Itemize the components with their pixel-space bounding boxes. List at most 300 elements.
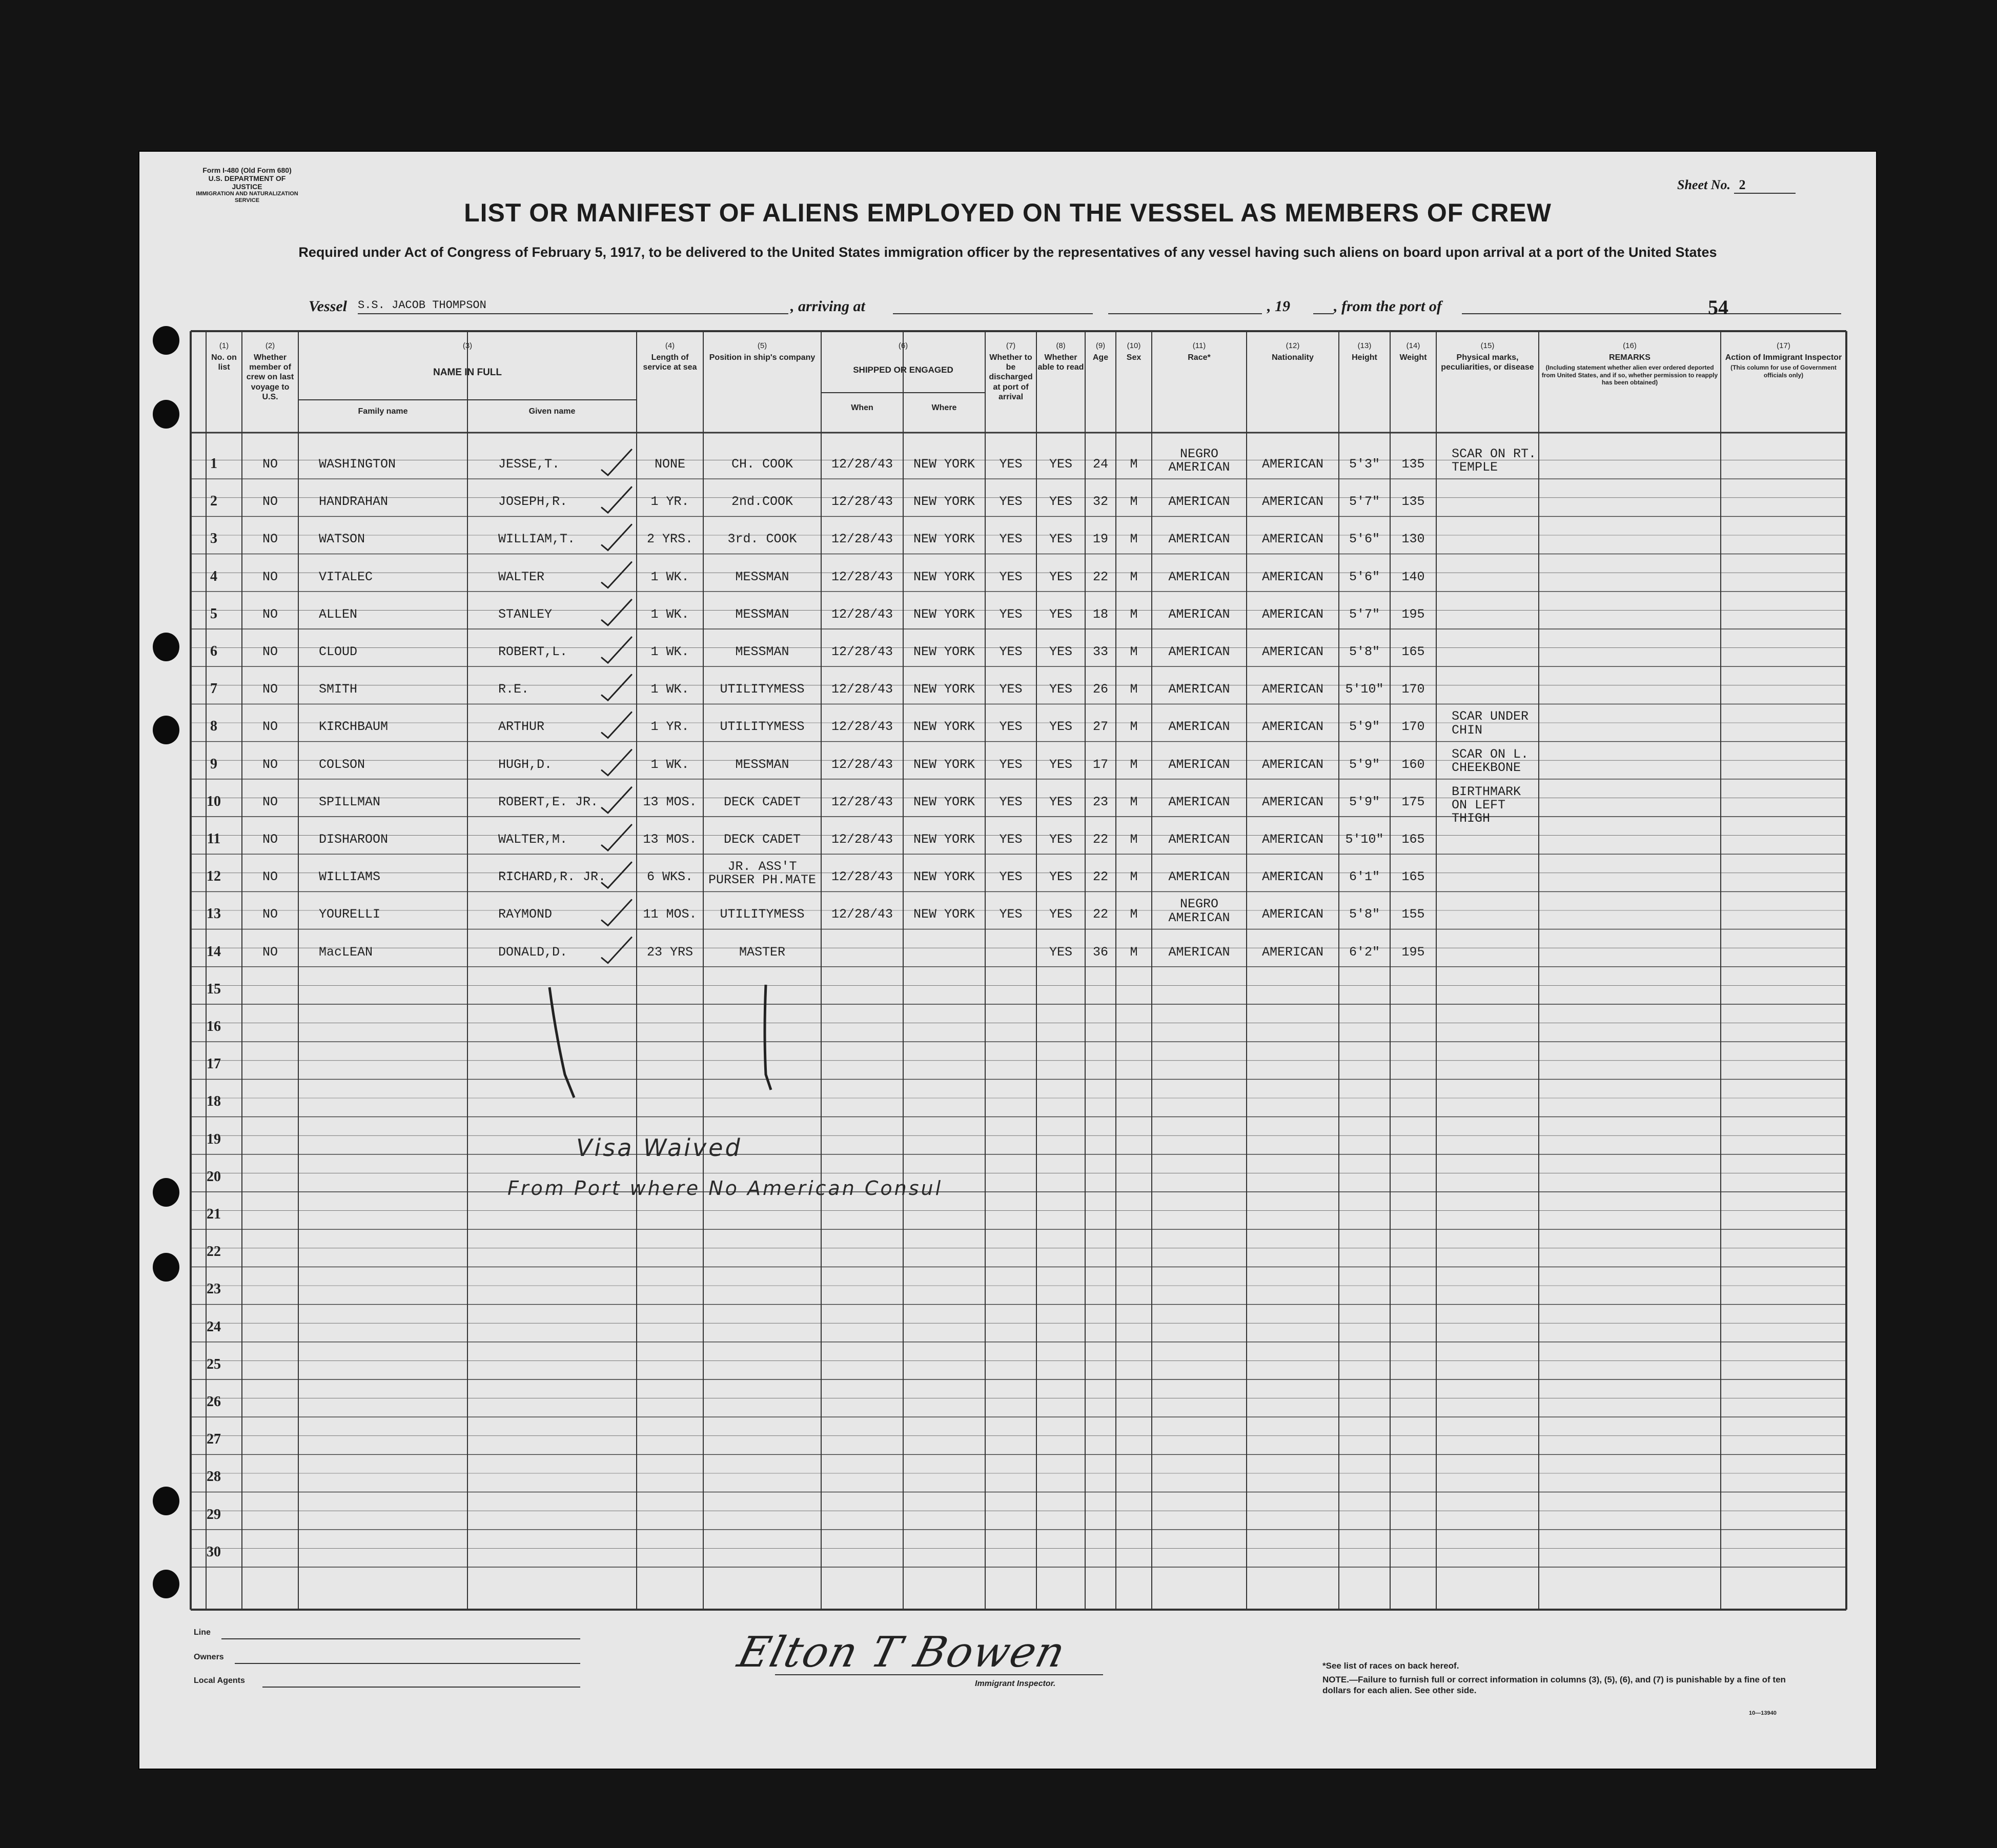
position-cell: 2nd.COOK — [731, 494, 793, 510]
shipped-when-cell: 12/28/43 — [831, 794, 893, 809]
height-cell: 5'9" — [1349, 757, 1380, 772]
height-cell: 5'9" — [1349, 794, 1380, 809]
age-cell: 17 — [1092, 757, 1108, 772]
able-to-read-cell: YES — [1049, 644, 1072, 659]
row-number: 25 — [207, 1356, 221, 1372]
nationality-cell: AMERICAN — [1261, 907, 1324, 922]
given-name-cell: HUGH,D. — [498, 757, 553, 772]
race-cell: AMERICAN — [1168, 869, 1230, 885]
discharge-cell: YES — [999, 457, 1023, 472]
service-length-cell: 1 WK. — [650, 569, 689, 584]
row-number: 5 — [210, 605, 217, 622]
race-cell: AMERICAN — [1168, 569, 1230, 584]
weight-cell: 165 — [1401, 644, 1425, 659]
nationality-cell: AMERICAN — [1261, 869, 1324, 885]
sheet-number-value: 2 — [1734, 177, 1796, 194]
height-cell: 5'9" — [1349, 719, 1380, 735]
col-header-3-label: NAME IN FULL — [433, 367, 502, 378]
position-cell: MESSMAN — [735, 606, 789, 622]
nationality-cell: AMERICAN — [1261, 757, 1324, 772]
footer-owners-label: Owners — [194, 1653, 224, 1661]
given-name-cell: ROBERT,E. JR. — [498, 794, 599, 809]
col-header-11: (11) Race* — [1188, 341, 1211, 362]
age-cell: 23 — [1092, 794, 1108, 809]
height-cell: 5'8" — [1349, 644, 1380, 659]
position-cell: MESSMAN — [735, 569, 789, 584]
weight-cell: 155 — [1401, 907, 1425, 922]
nationality-cell: AMERICAN — [1261, 832, 1324, 847]
col-header-15: (15) Physical marks, peculiarities, or disease — [1441, 341, 1534, 372]
weight-cell: 160 — [1401, 757, 1425, 772]
row-number: 30 — [207, 1544, 221, 1560]
physical-marks-cell: SCAR ON L. CHEEKBONE — [1452, 746, 1529, 775]
shipped-where-cell: NEW YORK — [913, 644, 975, 659]
row-number: 13 — [207, 906, 221, 922]
col-header-9: (9) Age — [1092, 341, 1109, 362]
shipped-when-cell: 12/28/43 — [831, 682, 893, 697]
service-length-cell: 1 WK. — [650, 682, 689, 697]
given-name-cell: DONALD,D. — [498, 944, 568, 960]
position-cell: MESSMAN — [735, 644, 789, 659]
footer-agents-label: Local Agents — [194, 1676, 245, 1685]
weight-cell: 135 — [1401, 457, 1425, 472]
family-name-cell: WATSON — [319, 532, 365, 547]
shipped-where-cell: NEW YORK — [913, 757, 975, 772]
sheet-label: Sheet No. — [1677, 177, 1730, 192]
sex-cell: M — [1130, 832, 1138, 847]
row-number: 28 — [207, 1469, 221, 1485]
discharge-cell: YES — [999, 907, 1023, 922]
given-name-cell: ARTHUR — [498, 719, 545, 735]
signature-line — [775, 1674, 1103, 1675]
last-voyage-cell: NO — [262, 757, 278, 772]
able-to-read-cell: YES — [1049, 457, 1072, 472]
row-number: 18 — [207, 1093, 221, 1110]
agents-field — [262, 1687, 580, 1688]
service-length-cell: 1 WK. — [650, 757, 689, 772]
family-name-cell: YOURELLI — [319, 907, 381, 922]
sex-cell: M — [1130, 719, 1138, 735]
able-to-read-cell: YES — [1049, 532, 1072, 547]
height-cell: 6'2" — [1349, 944, 1380, 960]
row-number: 22 — [207, 1244, 221, 1260]
height-cell: 5'6" — [1349, 532, 1380, 547]
col-header-17: (17) Action of Immigrant Inspector (This column for use of Government officials only) — [1725, 341, 1842, 379]
year-label: , 19 — [1267, 298, 1290, 315]
given-name-cell: JESSE,T. — [498, 457, 560, 472]
nationality-cell: AMERICAN — [1261, 794, 1324, 809]
able-to-read-cell: YES — [1049, 869, 1072, 885]
vessel-label: Vessel — [309, 298, 347, 315]
shipped-when-cell: 12/28/43 — [831, 757, 893, 772]
department-text: U.S. DEPARTMENT OF JUSTICE — [208, 174, 286, 191]
height-cell: 5'10" — [1345, 832, 1384, 847]
sex-cell: M — [1130, 869, 1138, 885]
position-cell: UTILITYMESS — [720, 907, 805, 922]
able-to-read-cell: YES — [1049, 606, 1072, 622]
nationality-cell: AMERICAN — [1261, 682, 1324, 697]
position-cell: JR. ASS'T PURSER PH.MATE — [708, 859, 817, 888]
col-header-when: When — [851, 403, 873, 412]
shipped-when-cell: 12/28/43 — [831, 457, 893, 472]
height-cell: 5'10" — [1345, 682, 1384, 697]
col-header-where: Where — [931, 403, 957, 412]
position-cell: MESSMAN — [735, 757, 789, 772]
sex-cell: M — [1130, 907, 1138, 922]
sex-cell: M — [1130, 532, 1138, 547]
position-cell: UTILITYMESS — [720, 682, 805, 697]
weight-cell: 135 — [1401, 494, 1425, 510]
service-length-cell: 13 MOS. — [643, 794, 697, 809]
position-cell: MASTER — [739, 944, 785, 960]
form-number-text: Form I-480 (Old Form 680) — [202, 166, 292, 174]
last-voyage-cell: NO — [262, 457, 278, 472]
print-code: 10—13940 — [1749, 1710, 1777, 1716]
sex-cell: M — [1130, 944, 1138, 960]
col-header-given: Given name — [528, 407, 576, 416]
sex-cell: M — [1130, 569, 1138, 584]
col-header-10: (10) Sex — [1126, 341, 1142, 362]
shipped-when-cell: 12/28/43 — [831, 606, 893, 622]
row-number: 12 — [207, 868, 221, 885]
shipped-when-cell: 12/28/43 — [831, 532, 893, 547]
age-cell: 32 — [1092, 494, 1108, 510]
nationality-cell: AMERICAN — [1261, 532, 1324, 547]
last-voyage-cell: NO — [262, 569, 278, 584]
physical-marks-cell: BIRTHMARK ON LEFT THIGH — [1452, 784, 1521, 826]
height-cell: 5'7" — [1349, 606, 1380, 622]
manifest-sheet — [139, 152, 1876, 1769]
race-cell: AMERICAN — [1168, 757, 1230, 772]
service-length-cell: 6 WKS. — [646, 869, 693, 885]
row-number: 19 — [207, 1131, 221, 1147]
discharge-cell: YES — [999, 832, 1023, 847]
footnote-penalty: NOTE.—Failure to furnish full or correct information in columns (3), (5), (6), and (7) is punishable by a fine of ten dollars for each alien. See other side. — [1322, 1675, 1786, 1696]
annotation-visa-waived: Visa Waived — [576, 1134, 742, 1162]
nationality-cell: AMERICAN — [1261, 457, 1324, 472]
last-voyage-cell: NO — [262, 719, 278, 735]
family-name-cell: VITALEC — [319, 569, 373, 584]
shipped-where-cell: NEW YORK — [913, 532, 975, 547]
last-voyage-cell: NO — [262, 794, 278, 809]
race-cell: AMERICAN — [1168, 532, 1230, 547]
shipped-where-cell: NEW YORK — [913, 832, 975, 847]
row-number: 14 — [207, 943, 221, 960]
last-voyage-cell: NO — [262, 832, 278, 847]
given-name-cell: WALTER — [498, 569, 545, 584]
shipped-where-cell: NEW YORK — [913, 907, 975, 922]
service-length-cell: NONE — [654, 457, 685, 472]
able-to-read-cell: YES — [1049, 569, 1072, 584]
shipped-where-cell: NEW YORK — [913, 682, 975, 697]
discharge-cell: YES — [999, 869, 1023, 885]
age-cell: 18 — [1092, 606, 1108, 622]
col-header-12: (12) Nationality — [1272, 341, 1314, 362]
physical-marks-cell: SCAR UNDER CHIN — [1452, 709, 1529, 738]
row-number: 9 — [210, 756, 217, 772]
discharge-cell: YES — [999, 719, 1023, 735]
weight-cell: 140 — [1401, 569, 1425, 584]
service-length-cell: 11 MOS. — [643, 907, 697, 922]
shipped-when-cell: 12/28/43 — [831, 907, 893, 922]
nationality-cell: AMERICAN — [1261, 944, 1324, 960]
given-name-cell: R.E. — [498, 682, 529, 697]
col-header-6-label: SHIPPED OR ENGAGED — [853, 365, 953, 375]
col-header-16: (16) REMARKS (Including statement whether alien ever ordered deported from United States, and if so, whether permission to reapply has been obtained) — [1541, 341, 1718, 386]
family-name-cell: DISHAROON — [319, 832, 389, 847]
binder-hole — [153, 1487, 179, 1515]
position-cell: UTILITYMESS — [720, 719, 805, 735]
shipped-when-cell: 12/28/43 — [831, 869, 893, 885]
binder-hole — [153, 1178, 179, 1207]
last-voyage-cell: NO — [262, 944, 278, 960]
nationality-cell: AMERICAN — [1261, 494, 1324, 510]
owners-field — [235, 1663, 580, 1664]
race-cell: AMERICAN — [1168, 794, 1230, 809]
nationality-cell: AMERICAN — [1261, 719, 1324, 735]
race-cell: AMERICAN — [1168, 644, 1230, 659]
position-cell: DECK CADET — [723, 832, 801, 847]
col-header-13: (13) Height — [1352, 341, 1377, 362]
row-number: 1 — [210, 456, 217, 472]
height-cell: 5'8" — [1349, 907, 1380, 922]
able-to-read-cell: YES — [1049, 907, 1072, 922]
sex-cell: M — [1130, 606, 1138, 622]
age-cell: 22 — [1092, 569, 1108, 584]
row-number: 2 — [210, 493, 217, 510]
row-number: 10 — [207, 793, 221, 809]
age-cell: 33 — [1092, 644, 1108, 659]
col-header-7: (7) Whether to be discharged at port of arrival — [989, 341, 1033, 401]
row-number: 23 — [207, 1281, 221, 1297]
service-length-cell: 1 WK. — [650, 606, 689, 622]
able-to-read-cell: YES — [1049, 682, 1072, 697]
age-cell: 22 — [1092, 907, 1108, 922]
row-number: 4 — [210, 568, 217, 584]
age-cell: 19 — [1092, 532, 1108, 547]
last-voyage-cell: NO — [262, 532, 278, 547]
line-field — [221, 1638, 580, 1639]
physical-marks-cell: SCAR ON RT. TEMPLE — [1452, 446, 1537, 475]
able-to-read-cell: YES — [1049, 719, 1072, 735]
age-cell: 24 — [1092, 457, 1108, 472]
col-header-8: (8) Whether able to read — [1037, 341, 1084, 372]
weight-cell: 195 — [1401, 944, 1425, 960]
position-cell: 3rd. COOK — [727, 532, 797, 547]
binder-hole — [153, 1253, 179, 1282]
position-cell: CH. COOK — [731, 457, 793, 472]
shipped-where-cell: NEW YORK — [913, 794, 975, 809]
shipped-where-cell: NEW YORK — [913, 494, 975, 510]
sex-cell: M — [1130, 494, 1138, 510]
footer-line-label: Line — [194, 1628, 211, 1637]
col-header-family: Family name — [358, 407, 408, 416]
family-name-cell: COLSON — [319, 757, 365, 772]
col-header-3: (3) — [462, 341, 473, 350]
discharge-cell: YES — [999, 682, 1023, 697]
sex-cell: M — [1130, 457, 1138, 472]
service-length-cell: 1 YR. — [650, 494, 689, 510]
family-name-cell: WILLIAMS — [319, 869, 381, 885]
height-cell: 5'6" — [1349, 569, 1380, 584]
family-name-cell: HANDRAHAN — [319, 494, 389, 510]
shipped-when-cell: 12/28/43 — [831, 719, 893, 735]
row-number: 7 — [210, 681, 217, 697]
binder-hole — [153, 326, 179, 355]
service-length-cell: 1 YR. — [650, 719, 689, 735]
family-name-cell: CLOUD — [319, 644, 358, 659]
nationality-cell: AMERICAN — [1261, 569, 1324, 584]
row-number: 20 — [207, 1168, 221, 1185]
position-cell: DECK CADET — [723, 794, 801, 809]
race-cell: NEGRO AMERICAN — [1168, 897, 1230, 925]
binder-hole — [153, 716, 179, 744]
family-name-cell: ALLEN — [319, 606, 358, 622]
page-title: LIST OR MANIFEST OF ALIENS EMPLOYED ON THE VESSEL AS MEMBERS OF CREW — [464, 198, 1552, 227]
arriving-label: , arriving at — [790, 298, 865, 315]
sex-cell: M — [1130, 682, 1138, 697]
sex-cell: M — [1130, 644, 1138, 659]
sex-cell: M — [1130, 794, 1138, 809]
row-number: 11 — [207, 831, 221, 847]
inspector-label: Immigrant Inspector. — [975, 1679, 1056, 1688]
shipped-where-cell: NEW YORK — [913, 719, 975, 735]
row-number: 15 — [207, 981, 221, 997]
shipped-where-cell: NEW YORK — [913, 606, 975, 622]
discharge-cell: YES — [999, 494, 1023, 510]
last-voyage-cell: NO — [262, 869, 278, 885]
service-length-cell: 1 WK. — [650, 644, 689, 659]
discharge-cell: YES — [999, 757, 1023, 772]
nationality-cell: AMERICAN — [1261, 606, 1324, 622]
discharge-cell: YES — [999, 644, 1023, 659]
age-cell: 36 — [1092, 944, 1108, 960]
race-cell: AMERICAN — [1168, 494, 1230, 510]
row-number: 16 — [207, 1019, 221, 1034]
col-header-2: (2) Whether member of crew on last voyage to U.S. — [246, 341, 294, 401]
service-length-cell: 23 YRS — [646, 944, 693, 960]
last-voyage-cell: NO — [262, 644, 278, 659]
discharge-cell: YES — [999, 794, 1023, 809]
race-cell: AMERICAN — [1168, 719, 1230, 735]
row-number: 24 — [207, 1318, 221, 1335]
from-port-label: , from the port of — [1334, 298, 1442, 315]
age-cell: 27 — [1092, 719, 1108, 735]
discharge-cell: YES — [999, 532, 1023, 547]
binder-hole — [153, 633, 179, 661]
race-cell: AMERICAN — [1168, 606, 1230, 622]
shipped-when-cell: 12/28/43 — [831, 494, 893, 510]
family-name-cell: MacLEAN — [319, 944, 373, 960]
race-cell: NEGRO AMERICAN — [1168, 446, 1230, 475]
shipped-when-cell: 12/28/43 — [831, 569, 893, 584]
service-length-cell: 2 YRS. — [646, 532, 693, 547]
able-to-read-cell: YES — [1049, 944, 1072, 960]
binder-hole — [153, 1570, 179, 1598]
race-cell: AMERICAN — [1168, 682, 1230, 697]
sex-cell: M — [1130, 757, 1138, 772]
last-voyage-cell: NO — [262, 606, 278, 622]
given-name-cell: WALTER,M. — [498, 832, 568, 847]
age-cell: 26 — [1092, 682, 1108, 697]
able-to-read-cell: YES — [1049, 794, 1072, 809]
row-number: 17 — [207, 1056, 221, 1072]
able-to-read-cell: YES — [1049, 757, 1072, 772]
service-length-cell: 13 MOS. — [643, 832, 697, 847]
weight-cell: 165 — [1401, 832, 1425, 847]
height-cell: 5'3" — [1349, 457, 1380, 472]
weight-cell: 170 — [1401, 682, 1425, 697]
family-name-cell: WASHINGTON — [319, 457, 396, 472]
discharge-cell: YES — [999, 606, 1023, 622]
height-cell: 5'7" — [1349, 494, 1380, 510]
nationality-cell: AMERICAN — [1261, 644, 1324, 659]
able-to-read-cell: YES — [1049, 494, 1072, 510]
shipped-when-cell: 12/28/43 — [831, 832, 893, 847]
weight-cell: 170 — [1401, 719, 1425, 735]
col-header-14: (14) Weight — [1399, 341, 1427, 362]
annotation-no-consul: From Port where No American Consul — [507, 1177, 943, 1200]
shipped-where-cell: NEW YORK — [913, 457, 975, 472]
binder-hole — [153, 400, 179, 429]
page-number: 54 — [1708, 296, 1728, 319]
vessel-name: S.S. JACOB THOMPSON — [358, 299, 788, 314]
row-number: 8 — [210, 718, 217, 735]
age-cell: 22 — [1092, 869, 1108, 885]
shipped-where-cell: NEW YORK — [913, 869, 975, 885]
footnote-races: *See list of races on back hereof. — [1322, 1661, 1459, 1671]
race-cell: AMERICAN — [1168, 832, 1230, 847]
weight-cell: 175 — [1401, 794, 1425, 809]
given-name-cell: STANLEY — [498, 606, 553, 622]
given-name-cell: RICHARD,R. JR. — [498, 869, 606, 885]
able-to-read-cell: YES — [1049, 832, 1072, 847]
given-name-cell: RAYMOND — [498, 907, 553, 922]
row-number: 26 — [207, 1394, 221, 1410]
given-name-cell: JOSEPH,R. — [498, 494, 568, 510]
row-number: 27 — [207, 1431, 221, 1448]
col-header-4: (4) Length of service at sea — [643, 341, 697, 372]
col-header-5: (5) Position in ship's company — [709, 341, 816, 362]
last-voyage-cell: NO — [262, 494, 278, 510]
row-number: 3 — [210, 531, 217, 547]
shipped-where-cell: NEW YORK — [913, 569, 975, 584]
page-subtitle: Required under Act of Congress of February 5, 1917, to be delivered to the United States immigration officer by the representatives of any vessel having such aliens on board upon arrival at a port of the United States — [298, 245, 1717, 260]
race-cell: AMERICAN — [1168, 944, 1230, 960]
given-name-cell: ROBERT,L. — [498, 644, 568, 659]
family-name-cell: SMITH — [319, 682, 358, 697]
weight-cell: 165 — [1401, 869, 1425, 885]
last-voyage-cell: NO — [262, 682, 278, 697]
service-text: IMMIGRATION AND NATURALIZATION SERVICE — [196, 191, 298, 204]
col-header-6: (6) — [898, 341, 908, 350]
family-name-cell: KIRCHBAUM — [319, 719, 389, 735]
row-number: 6 — [210, 643, 217, 659]
age-cell: 22 — [1092, 832, 1108, 847]
family-name-cell: SPILLMAN — [319, 794, 381, 809]
row-number: 21 — [207, 1206, 221, 1222]
shipped-when-cell: 12/28/43 — [831, 644, 893, 659]
inspector-signature: Elton T Bowen — [733, 1628, 1071, 1677]
col-header-1: (1) No. on list — [211, 341, 237, 372]
height-cell: 6'1" — [1349, 869, 1380, 885]
weight-cell: 130 — [1401, 532, 1425, 547]
given-name-cell: WILLIAM,T. — [498, 532, 576, 547]
row-number: 29 — [207, 1506, 221, 1522]
last-voyage-cell: NO — [262, 907, 278, 922]
discharge-cell: YES — [999, 569, 1023, 584]
weight-cell: 195 — [1401, 606, 1425, 622]
